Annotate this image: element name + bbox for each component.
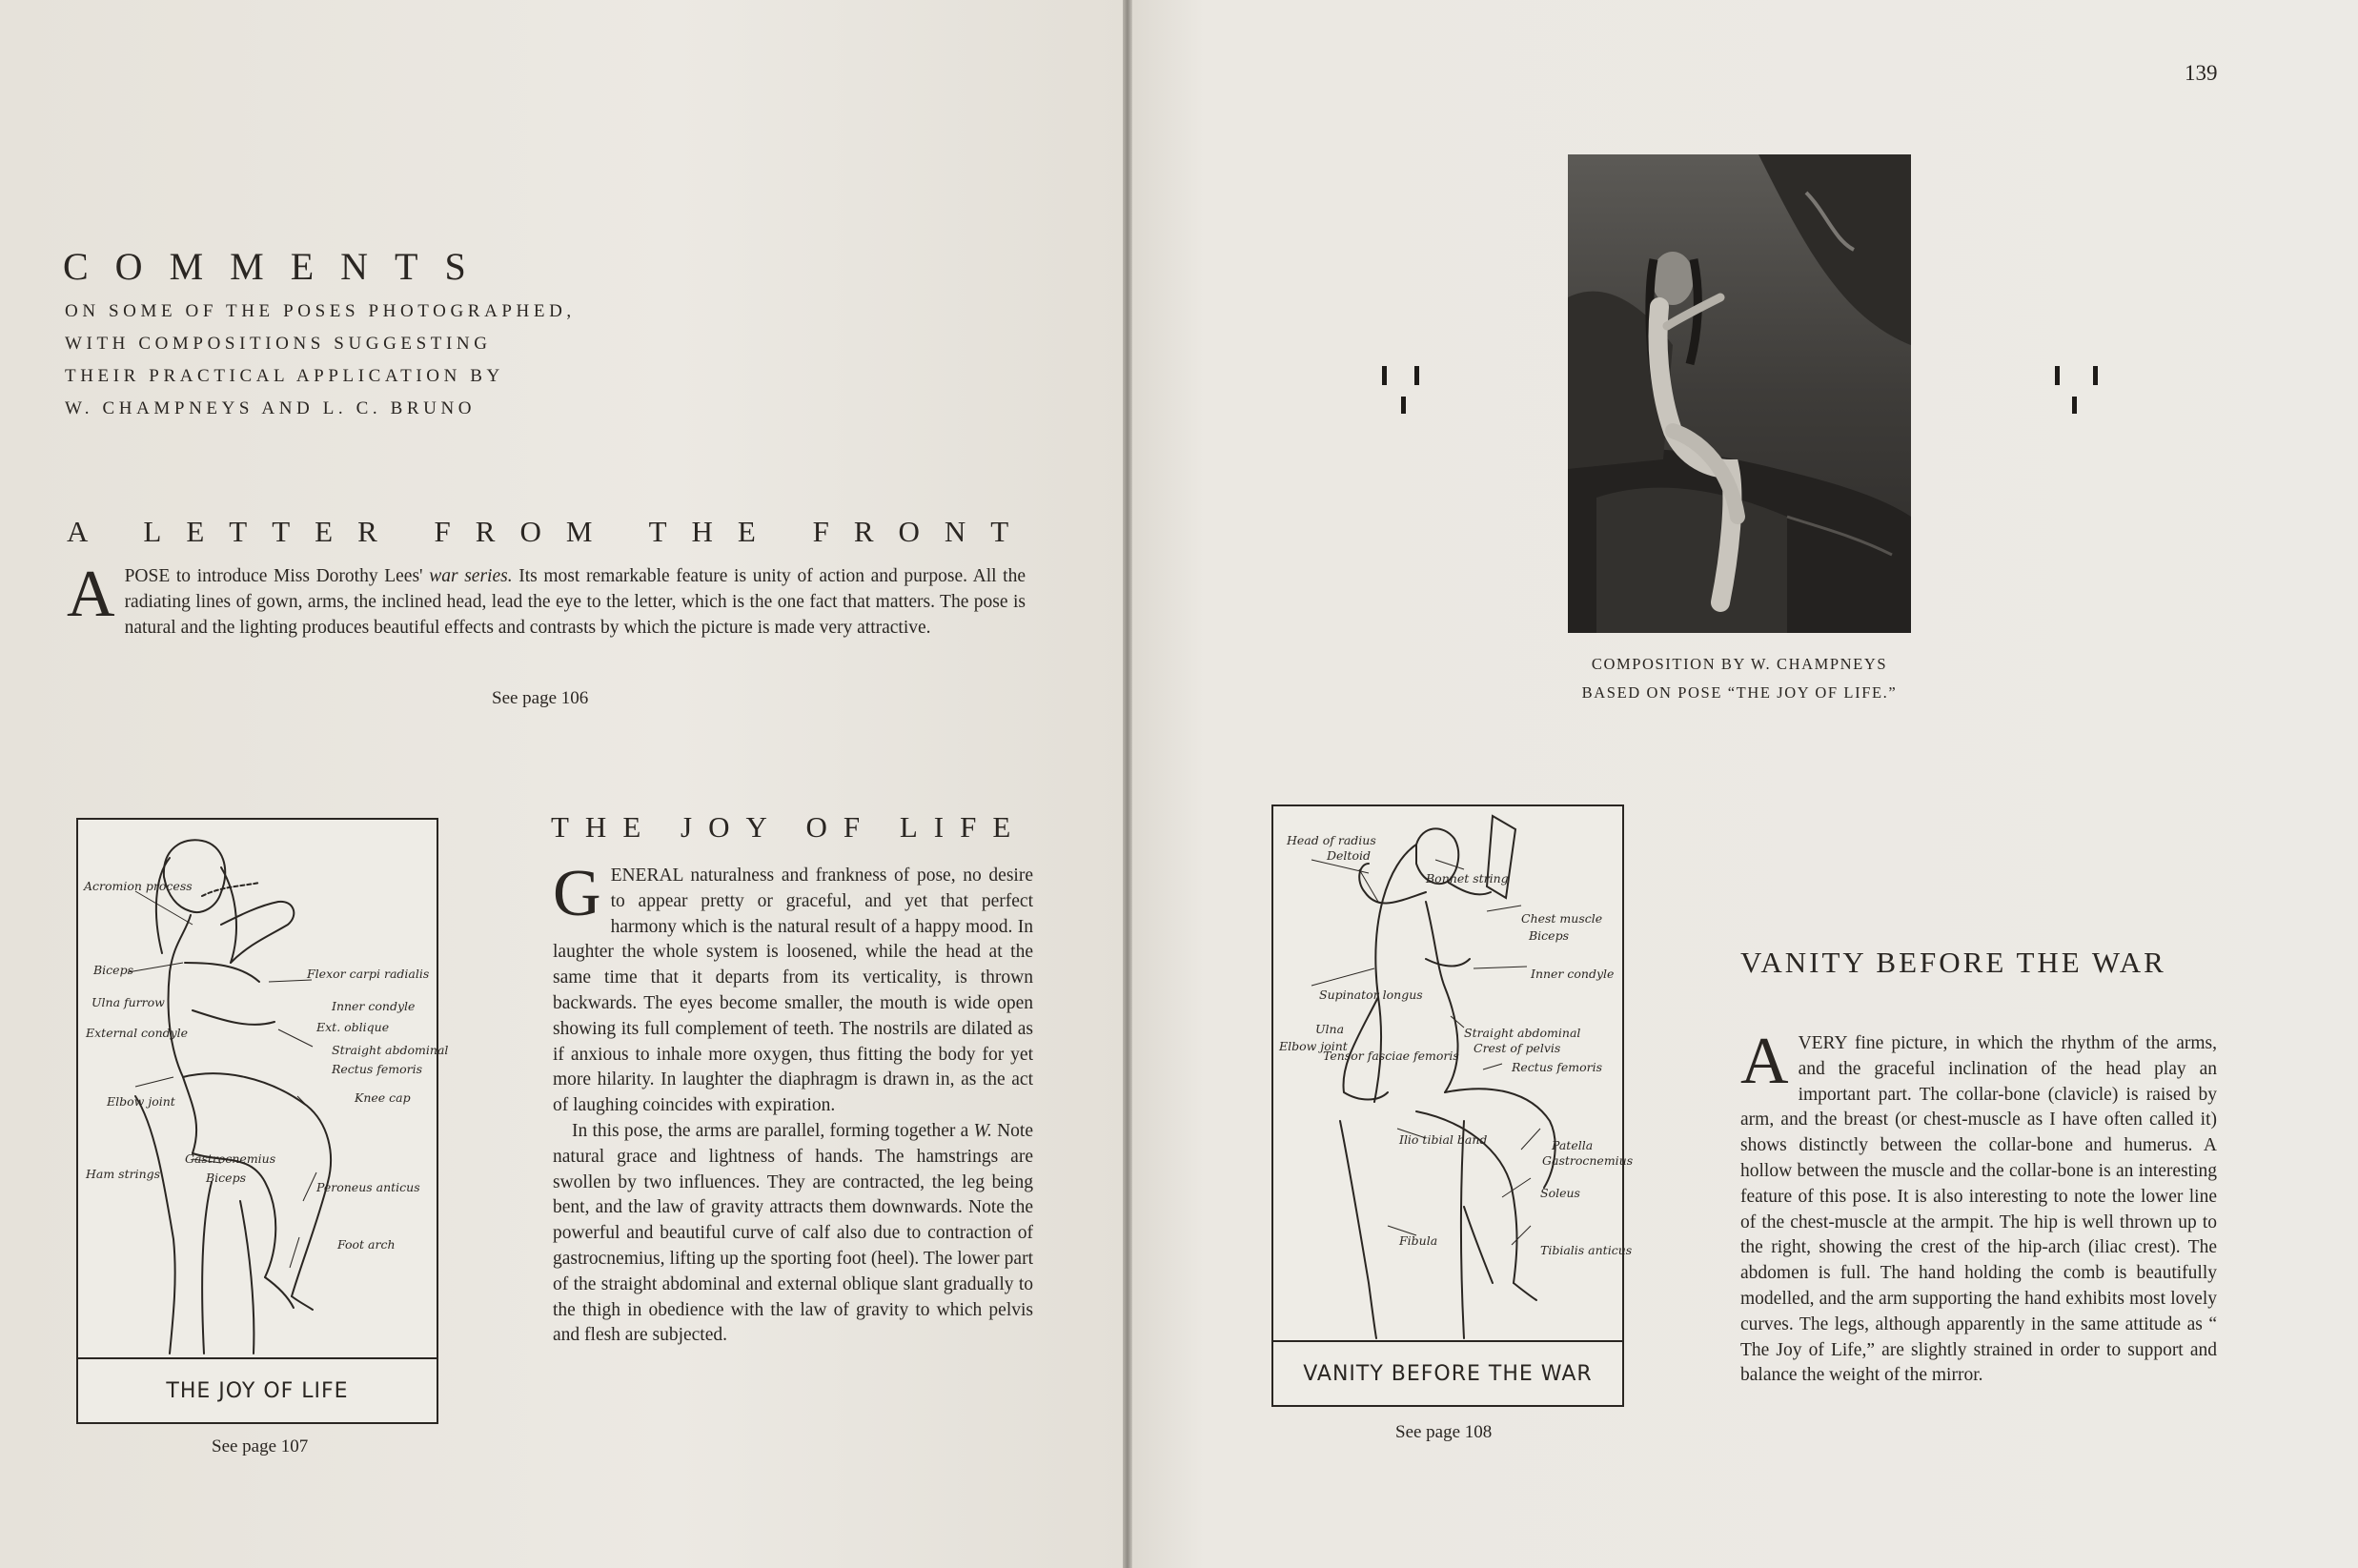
- joy-of-life-drawing: [76, 818, 449, 1424]
- anatomy-label: Rectus femoris: [1512, 1060, 1603, 1074]
- anatomy-label: External condyle: [86, 1026, 189, 1040]
- anatomy-label: Peroneus anticus: [316, 1180, 420, 1194]
- register-mark: [1401, 397, 1406, 414]
- italic-run: W.: [973, 1120, 992, 1141]
- anatomy-label: Flexor carpi radialis: [307, 967, 430, 981]
- anatomy-label: Chest muscle: [1521, 911, 1603, 926]
- anatomy-label: Tensor fasciae femoris: [1323, 1049, 1459, 1063]
- comments-subtitle: [65, 295, 579, 425]
- anatomy-label: Straight abdominal: [332, 1043, 449, 1057]
- anatomy-label: Ulna: [1315, 1022, 1345, 1036]
- anatomy-label: Soleus: [1540, 1186, 1580, 1200]
- paragraph: [553, 857, 1033, 1119]
- italic-run: war series.: [429, 566, 513, 586]
- page-number: 139: [2185, 61, 2218, 85]
- letter-section-heading: A LETTER FROM THE FRONT: [67, 515, 1034, 548]
- subtitle-line: ON SOME OF THE POSES PHOTOGRAPHED,: [65, 301, 576, 321]
- drawing-caption: THE JOY OF LIFE: [78, 1357, 437, 1422]
- anatomy-label: Biceps: [1529, 928, 1569, 943]
- dropcap: A: [67, 558, 115, 631]
- text-run: VERY fine picture, in which the rhythm of the arms, and the graceful inclination of the head play an important part. The collar-bone (clavicle) is raised by arm, and the breast (or chest-muscle as I have often called it) shows distinctly between the collar-bone and humerus. A hollow between the muscle and the collar-bone is an interesting feature of this pose. It is also interesting to note the lower line of the chest-muscle at the armpit. The hip is well thrown up to the right, showing the crest of the hip-arch (iliac crest). The abdomen is full. The hand holding the comb is beautifully modelled, and the arm supporting the hand exhibits most lovely curves. The legs, although apparently in the same attitude as “ The Joy of Life,” are slightly strained in order to support and balance the weight of the mirror.: [1740, 1033, 2217, 1386]
- text-run: POSE to introduce Miss Dorothy Lees': [124, 566, 430, 586]
- anatomy-label: Fibula: [1399, 1233, 1438, 1248]
- anatomy-label: Elbow joint: [1279, 1039, 1348, 1053]
- anatomy-label: Ham strings: [86, 1167, 161, 1181]
- composition-caption: [1525, 650, 1954, 707]
- text-run: In this pose, the arms are parallel, forming together a: [572, 1120, 974, 1141]
- anatomy-label: Biceps: [93, 963, 133, 977]
- register-mark: [1382, 366, 1387, 385]
- anatomy-label: Deltoid: [1327, 848, 1371, 863]
- text-run: ENERAL naturalness and frankness of pose, no desire to appear pretty or graceful, and yet that perfect harmony which is the natural result of a happy mood. In laughter the whole system is loosened, while the head at the same time that it departs from its verticality, is thrown backwards. The eyes become smaller, the mouth is wide open showing its full complement of teeth. The nostrils are dilated as if anxious to inhale more oxygen, thus fitting the body for yet more hilarity. In laughter the diaphragm is drawn in, as the act of laughing coincides with expiration.: [553, 865, 1033, 1116]
- anatomy-label: Inner condyle: [332, 999, 416, 1013]
- anatomy-label: Elbow joint: [107, 1094, 175, 1109]
- anatomy-label: Crest of pelvis: [1474, 1041, 1561, 1055]
- subtitle-line: W. CHAMPNEYS AND L. C. BRUNO: [65, 398, 477, 418]
- anatomy-label: Supinator longus: [1319, 988, 1423, 1002]
- joy-section-heading: THE JOY OF LIFE: [551, 810, 1027, 844]
- anatomy-label: Gastrocnemius: [1542, 1153, 1634, 1168]
- text-run: Note natural grace and lightness of hands. The hamstrings are swollen by two influences. They are contracted, the leg being bent, and the law of gravity attracts them downwards. Note the powerful and beautiful curve of calf also due to contraction of gastrocnemius, lifting up the sporting foot (heel). The lower part of the straight abdominal and external oblique slant gradually to the thigh in obedience with the law of gravity to which pelvis and flesh are subjected.: [553, 1120, 1034, 1346]
- caption-line: BASED ON POSE “THE JOY OF LIFE.”: [1581, 683, 1898, 702]
- anatomy-label: Tibialis anticus: [1540, 1243, 1633, 1257]
- anatomy-label: Rectus femoris: [332, 1062, 423, 1076]
- anatomy-label: Bonnet string: [1426, 871, 1509, 886]
- see-page-reference: See page 108: [1395, 1422, 1493, 1442]
- register-mark: [2055, 366, 2060, 385]
- anatomy-label: Patella: [1552, 1138, 1594, 1152]
- anatomy-label: Ext. oblique: [316, 1020, 390, 1034]
- comments-title: COMMENTS: [63, 245, 493, 288]
- register-mark: [2093, 366, 2098, 385]
- anatomy-label: Gastrocnemius: [185, 1151, 276, 1166]
- caption-line: COMPOSITION BY W. CHAMPNEYS: [1591, 655, 1888, 673]
- dropcap: A: [1740, 1025, 1789, 1098]
- anatomy-label: Acromion process: [84, 879, 193, 893]
- anatomy-label: Foot arch: [337, 1237, 396, 1252]
- painting-image-icon: [1568, 154, 1911, 633]
- book-gutter: [1123, 0, 1132, 1568]
- dropcap: G: [553, 857, 601, 930]
- anatomy-label: Inner condyle: [1531, 967, 1615, 981]
- letter-section-text: [67, 558, 1027, 641]
- drawing-caption: VANITY BEFORE THE WAR: [1273, 1340, 1622, 1405]
- subtitle-line: WITH COMPOSITIONS SUGGESTING: [65, 334, 492, 354]
- figure-sketch-icon: [78, 820, 437, 1359]
- anatomy-label: Ulna furrow: [91, 995, 165, 1009]
- anatomy-label: Biceps: [206, 1171, 246, 1185]
- vanity-section-heading: VANITY BEFORE THE WAR: [1740, 946, 2166, 979]
- see-page-reference: See page 106: [492, 688, 589, 708]
- anatomy-label: Head of radius: [1287, 833, 1376, 847]
- joy-section-text: [553, 857, 1034, 1349]
- anatomy-label: Knee cap: [355, 1090, 411, 1105]
- vanity-before-the-war-drawing: [1271, 804, 1634, 1407]
- paragraph: [553, 1119, 1033, 1349]
- register-mark: [2072, 397, 2077, 414]
- register-mark: [1414, 366, 1419, 385]
- anatomy-label: Straight abdominal: [1464, 1026, 1581, 1040]
- subtitle-line: THEIR PRACTICAL APPLICATION BY: [65, 366, 504, 386]
- anatomy-label: Ilio tibial band: [1399, 1132, 1488, 1147]
- composition-photo: [1568, 154, 1911, 633]
- see-page-reference: See page 107: [212, 1436, 309, 1456]
- figure-sketch-icon: [1273, 806, 1622, 1342]
- vanity-section-text: [1740, 1025, 2217, 1389]
- text-run: Its most remarkable feature is unity of action and purpose. All the radiating lines of gown, arms, the inclined head, lead the eye to the letter, which is the one fact that matters. The pose is natural and the lighting produces beautiful effects and contrasts by which the picture is made very attractive.: [124, 566, 1027, 638]
